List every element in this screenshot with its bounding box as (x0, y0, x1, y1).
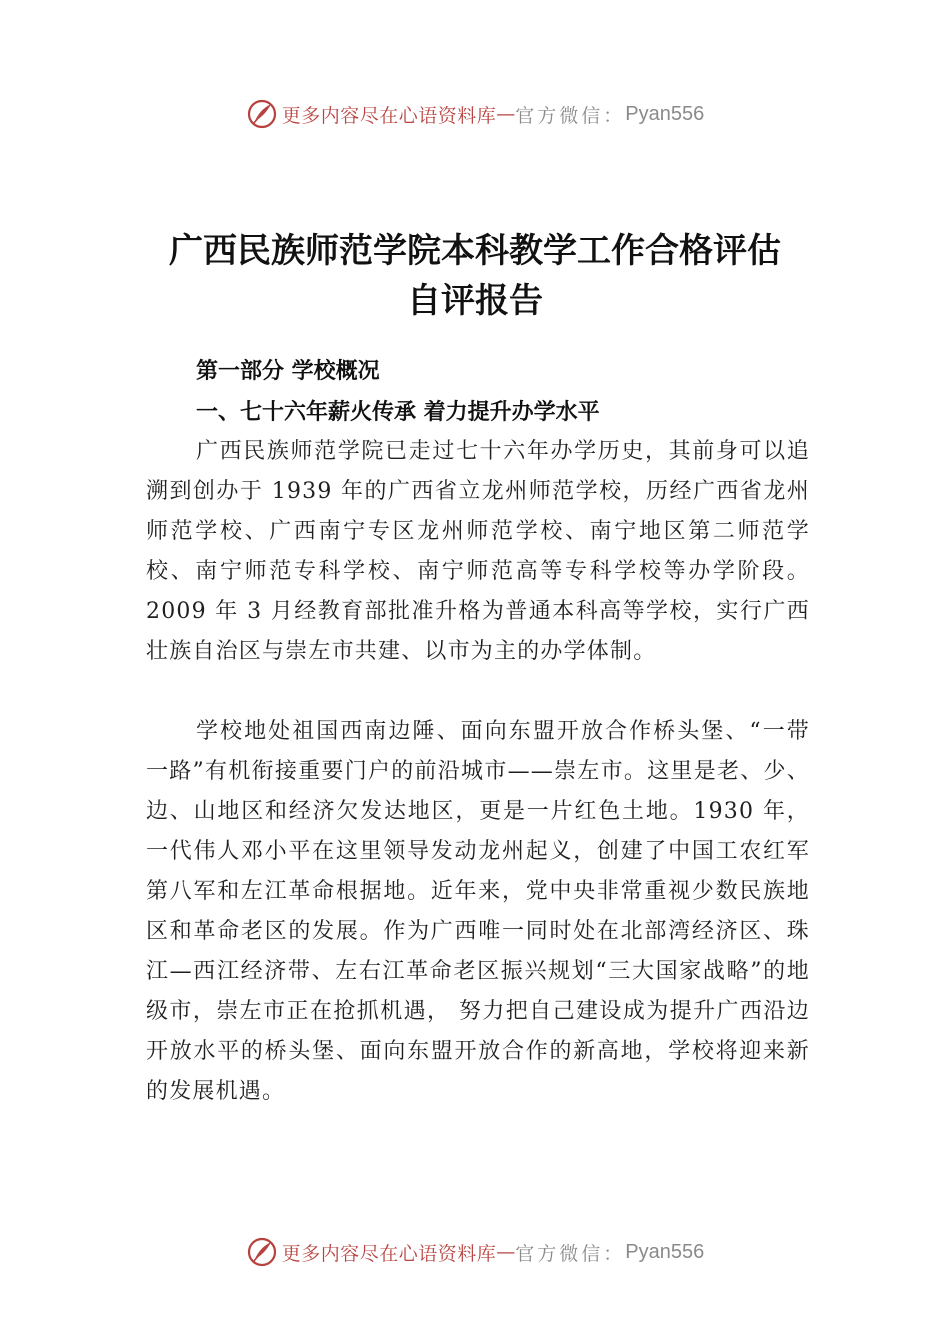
watermark-wechat-id: Pyan556 (625, 1240, 705, 1263)
document-title-line1: 广西民族师范学院本科教学工作合格评估 (169, 231, 781, 271)
watermark-dash: — (496, 1241, 516, 1263)
paragraph-location: 学校地处祖国西南边陲、面向东盟开放合作桥头堡、“一带一路”有机衔接重要门户的前沿城市——崇左市。这里是老、少、边、山地区和经济欠发达地区，更是一片红色土地。1930 年，一代伟人邓小平在这里领导发动龙州起义，创建了中国工农红军第八军和左江革命根据地。近年来，党中央非常重视少数民族地区和革命老区的发展。作为广西唯一同时处在北部湾经济区、珠江—西江经济带、左右江革命老区振兴规划“三大国家战略”的地级市，崇左市正在抢抓机遇， 努力把自己建设成为提升广西沿边开放水平的桥头堡、面向东盟开放合作的新高地，学校将迎来新的发展机遇。 (146, 719, 810, 1104)
watermark-main-text: 更多内容尽在心语资料库 (281, 1242, 497, 1265)
watermark-wechat-label: 官方微信： (515, 1242, 626, 1265)
paragraph-history: 广西民族师范学院已走过七十六年办学历史，其前身可以追溯到创办于 1939 年的广西省立龙州师范学校，历经广西省龙州师范学校、广西南宁专区龙州师范学校、南宁地区第二师范学校、南宁师范专科学校、南宁师范高等专科学校等办学阶段。2009 年 3 月经教育部批准升格为普通本科高等学校，实行广西壮族自治区与崇左市共建、以市为主的办学体制。 (146, 439, 810, 664)
header-watermark (0, 96, 950, 132)
watermark-main-text: 更多内容尽在心语资料库 (281, 104, 497, 127)
part-heading: 第一部分 学校概况 (196, 359, 380, 384)
watermark-dash: — (496, 103, 516, 125)
quill-logo-icon (246, 98, 278, 130)
quill-logo-icon (246, 1236, 278, 1268)
watermark-wechat-id: Pyan556 (625, 102, 705, 125)
footer-watermark (0, 1234, 950, 1270)
section-heading: 一、七十六年薪火传承 着力提升办学水平 (196, 400, 600, 425)
watermark-wechat-label: 官方微信： (515, 104, 626, 127)
document-title-line2: 自评报告 (407, 281, 543, 321)
